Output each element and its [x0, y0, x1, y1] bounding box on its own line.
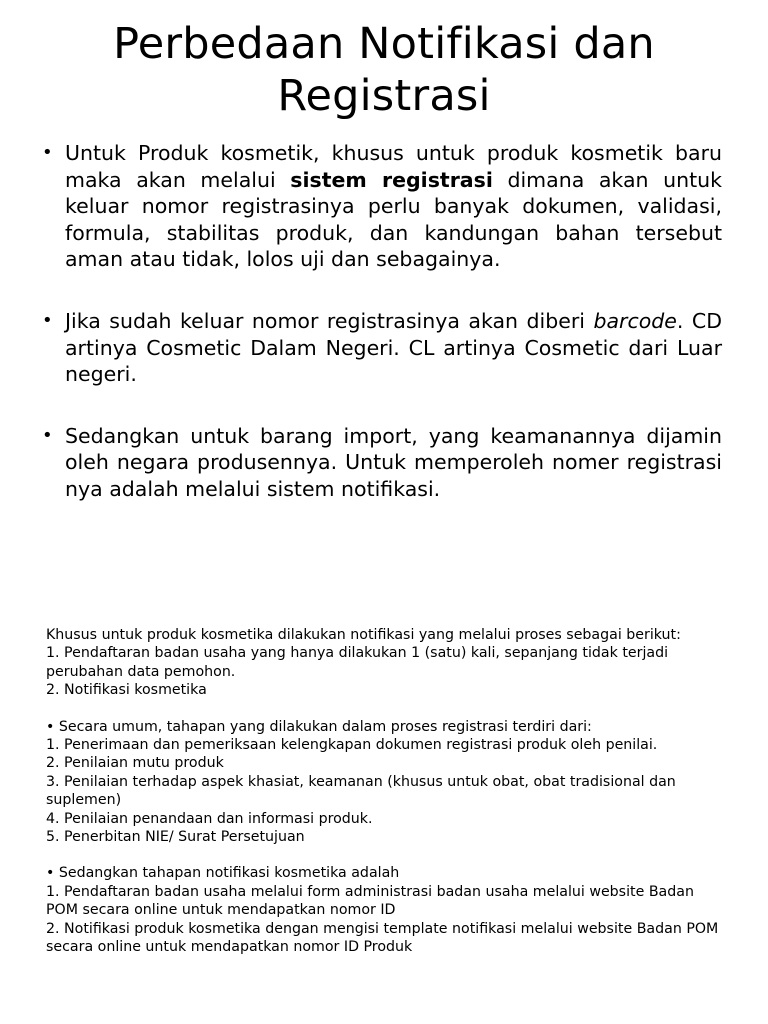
notes-line: 2. Notifikasi kosmetika — [46, 682, 207, 699]
notes-line: 4. Penilaian penandaan dan informasi produk. — [46, 810, 373, 827]
bullet-text: dimana akan untuk keluar nomor registrasinya perlu banyak dokumen, validasi, formula, stabilitas produk, dan kandungan bahan tersebut aman atau tidak, lolos uji dan sebagainya. — [65, 167, 722, 272]
bullet-item — [42, 308, 722, 388]
notes-line: • Secara umum, tahapan yang dilakukan dalam proses registrasi terdiri dari: — [46, 718, 592, 735]
bullet-italic-text: barcode — [593, 308, 677, 333]
speaker-notes — [46, 626, 726, 957]
bullet-text: Jika sudah keluar nomor registrasinya akan diberi — [65, 308, 594, 333]
notes-line: 3. Penilaian terhadap aspek khasiat, keamanan (khusus untuk obat, obat tradisional dan suplemen) — [46, 773, 676, 809]
notes-line: 2. Penilaian mutu produk — [46, 755, 224, 772]
notes-line: 5. Penerbitan NIE/ Surat Persetujuan — [46, 829, 305, 846]
bullet-item — [42, 140, 722, 273]
bullet-dot-icon: • — [42, 424, 53, 446]
bullet-list — [42, 140, 722, 538]
bullet-dot-icon: • — [42, 142, 53, 163]
notes-line: Khusus untuk produk kosmetika dilakukan notifikasi yang melalui proses sebagai berikut: — [46, 627, 681, 643]
slide-title: Perbedaan Notifikasi dan Registrasi — [113, 19, 655, 121]
notes-line: 2. Notifikasi produk kosmetika dengan mengisi template notifikasi melalui website Badan POM secara online untuk mendapatkan nomor ID Produk — [46, 920, 719, 956]
bullet-text: Sedangkan untuk barang import, yang keamanannya dijamin oleh negara produsennya. Untuk memperoleh nomer registrasi nya adalah melalui sistem notifikasi. — [65, 423, 722, 501]
bullet-text: Untuk Produk kosmetik, khusus untuk produk kosmetik baru maka akan melalui — [65, 141, 722, 192]
notes-spacer — [46, 846, 726, 864]
notes-line: 1. Pendaftaran badan usaha yang hanya dilakukan 1 (satu) kali, sepanjang tidak terjadi perubahan data pemohon. — [46, 645, 669, 680]
bullet-item — [42, 423, 722, 503]
notes-spacer — [46, 700, 726, 718]
notes-line: 1. Pendaftaran badan usaha melalui form administrasi badan usaha melalui website Badan POM secara online untuk mendapatkan nomor ID — [46, 883, 694, 919]
bullet-bold-text: sistem registrasi — [290, 167, 493, 192]
notes-line: • Sedangkan tahapan notifikasi kosmetika adalah — [46, 865, 400, 882]
bullet-text: . CD artinya Cosmetic Dalam Negeri. CL artinya Cosmetic dari Luar negeri. — [65, 308, 722, 387]
bullet-dot-icon: • — [42, 309, 53, 331]
notes-line: 1. Penerimaan dan pemeriksaan kelengkapan dokumen registrasi produk oleh penilai. — [46, 737, 658, 754]
